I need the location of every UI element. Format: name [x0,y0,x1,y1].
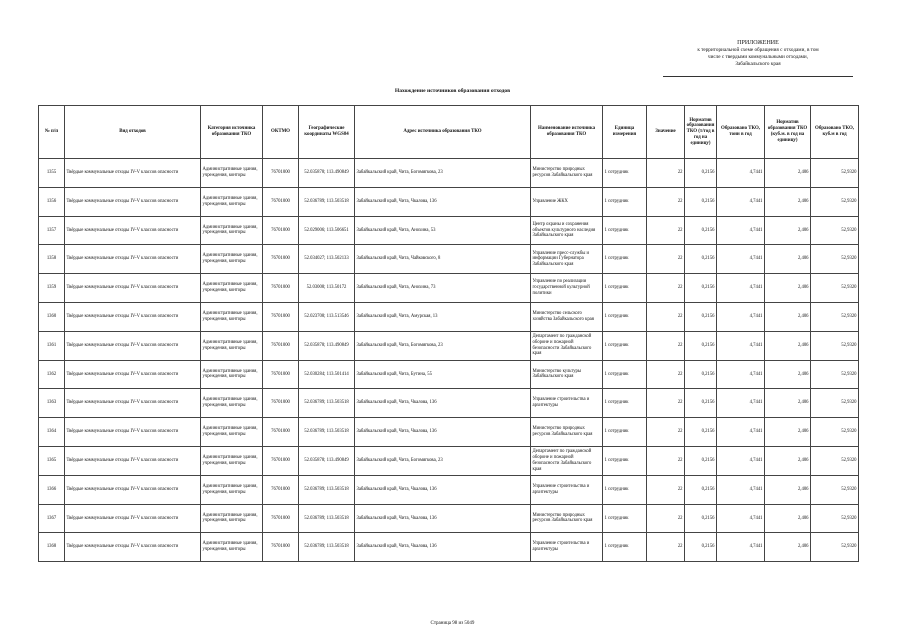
cell-cat: Административные здания, учреждения, конторы [201,504,263,533]
cell-n: 1358 [39,245,65,274]
cell-waste: Твёрдые коммунальные отходы IV-V классов опасности [65,533,201,562]
cell-coords: 52.035878; 113.490849 [299,159,355,188]
cell-t: 4,7441 [717,302,765,331]
cell-m: 52,9320 [811,302,859,331]
cell-addr: Забайкальский край, Чита, Чкалова, 136 [355,418,531,447]
cell-addr: Забайкальский край, Чита, Богомягкова, 23 [355,159,531,188]
cell-t: 4,7441 [717,245,765,274]
cell-norm_t: 0,2156 [685,475,717,504]
cell-n: 1357 [39,216,65,245]
cell-m: 52,9320 [811,187,859,216]
table-row [39,302,859,331]
cell-t: 4,7441 [717,216,765,245]
cell-name: Управление строительства и архитектуры [531,475,603,504]
cell-coords: 52.03008; 113.50172 [299,274,355,303]
cell-n: 1366 [39,475,65,504]
cell-unit: 1 сотрудник [603,159,647,188]
cell-cat: Административные здания, учреждения, конторы [201,389,263,418]
cell-val: 22 [647,446,685,475]
cell-norm_t: 0,2156 [685,533,717,562]
cell-n: 1362 [39,360,65,389]
cell-m: 52,9320 [811,360,859,389]
cell-name: Управление по реализации государственной культурной политики [531,274,603,303]
cell-norm_m: 2,406 [765,245,811,274]
cell-norm_m: 2,406 [765,446,811,475]
table-row [39,389,859,418]
cell-norm_m: 2,406 [765,418,811,447]
cell-name: Министерство природных ресурсов Забайкальского края [531,159,603,188]
cell-n: 1368 [39,533,65,562]
cell-oktmo: 76701000 [263,389,299,418]
cell-coords: 52.029006; 113.506651 [299,216,355,245]
cell-coords: 52.036789; 113.503518 [299,187,355,216]
cell-norm_t: 0,2156 [685,360,717,389]
cell-addr: Забайкальский край, Чита, Чкалова, 136 [355,389,531,418]
cell-norm_m: 2,406 [765,389,811,418]
cell-t: 4,7441 [717,475,765,504]
cell-val: 22 [647,274,685,303]
cell-val: 22 [647,302,685,331]
cell-t: 4,7441 [717,360,765,389]
appendix-line-1: к территориальной схеме обращения с отходами, в том [697,47,819,53]
cell-norm_t: 0,2156 [685,446,717,475]
table-row [39,216,859,245]
cell-cat: Административные здания, учреждения, конторы [201,159,263,188]
column-header: Категория источника образования ТКО [201,106,263,159]
cell-unit: 1 сотрудник [603,504,647,533]
cell-waste: Твёрдые коммунальные отходы IV-V классов опасности [65,216,201,245]
cell-addr: Забайкальский край, Чита, Чкалова, 136 [355,187,531,216]
cell-oktmo: 76701000 [263,475,299,504]
table-row [39,360,859,389]
cell-val: 22 [647,159,685,188]
cell-val: 22 [647,504,685,533]
column-header: Значение [647,106,685,159]
cell-oktmo: 76701000 [263,216,299,245]
appendix-line-3: Забайкальского края [735,61,781,67]
cell-t: 4,7441 [717,418,765,447]
cell-val: 22 [647,533,685,562]
cell-n: 1355 [39,159,65,188]
cell-unit: 1 сотрудник [603,302,647,331]
cell-val: 22 [647,216,685,245]
cell-norm_m: 2,406 [765,187,811,216]
cell-oktmo: 76701000 [263,331,299,360]
cell-val: 22 [647,389,685,418]
cell-val: 22 [647,475,685,504]
cell-waste: Твёрдые коммунальные отходы IV-V классов опасности [65,159,201,188]
document-title: Нахождение источников образования отходов [394,88,511,94]
cell-norm_t: 0,2156 [685,418,717,447]
page-number: Страница 98 из 5049 [430,621,475,626]
cell-n: 1360 [39,302,65,331]
appendix-line-2: числе с твердыми коммунальными отходами, [707,54,808,60]
cell-cat: Административные здания, учреждения, конторы [201,216,263,245]
cell-m: 52,9320 [811,533,859,562]
waste-sources-table [38,105,859,562]
cell-n: 1363 [39,389,65,418]
cell-norm_t: 0,2156 [685,274,717,303]
cell-n: 1361 [39,331,65,360]
table-row [39,331,859,360]
cell-name: Министерство сельского хозяйства Забайкальского края [531,302,603,331]
cell-t: 4,7441 [717,389,765,418]
cell-name: Управление пресс-службы и информации Губернатора Забайкальского края [531,245,603,274]
column-header: Единица измерения [603,106,647,159]
cell-cat: Административные здания, учреждения, конторы [201,274,263,303]
cell-waste: Твёрдые коммунальные отходы IV-V классов опасности [65,389,201,418]
cell-oktmo: 76701000 [263,302,299,331]
cell-n: 1365 [39,446,65,475]
cell-name: Министерство природных ресурсов Забайкальского края [531,504,603,533]
cell-n: 1356 [39,187,65,216]
cell-norm_t: 0,2156 [685,187,717,216]
cell-unit: 1 сотрудник [603,389,647,418]
table-header-row [39,106,859,159]
cell-cat: Административные здания, учреждения, конторы [201,533,263,562]
cell-oktmo: 76701000 [263,274,299,303]
cell-val: 22 [647,360,685,389]
cell-unit: 1 сотрудник [603,360,647,389]
cell-coords: 52.023708; 113.513546 [299,302,355,331]
cell-oktmo: 76701000 [263,187,299,216]
column-header: Адрес источника образования ТКО [355,106,531,159]
cell-oktmo: 76701000 [263,360,299,389]
cell-cat: Административные здания, учреждения, конторы [201,187,263,216]
cell-unit: 1 сотрудник [603,274,647,303]
cell-val: 22 [647,418,685,447]
cell-name: Управление строительства и архитектуры [531,389,603,418]
cell-name: Центр охраны и сохранения объектов культурного наследия Забайкальского края [531,216,603,245]
cell-m: 52,9320 [811,274,859,303]
cell-unit: 1 сотрудник [603,187,647,216]
header-divider [663,76,853,77]
column-header: Норматив образования ТКО (т/год в год на единицу) [685,106,717,159]
column-header: ОКТМО [263,106,299,159]
table-row [39,159,859,188]
appendix-header [663,40,853,77]
table-row [39,274,859,303]
cell-waste: Твёрдые коммунальные отходы IV-V классов опасности [65,446,201,475]
cell-name: Департамент по гражданской обороне и пожарной безопасности Забайкальского края [531,331,603,360]
cell-addr: Забайкальский край, Чита, Амурская, 13 [355,302,531,331]
cell-norm_m: 2,406 [765,274,811,303]
cell-n: 1359 [39,274,65,303]
cell-coords: 52.030284; 113.501414 [299,360,355,389]
cell-oktmo: 76701000 [263,159,299,188]
cell-name: Управление строительства и архитектуры [531,533,603,562]
cell-t: 4,7441 [717,331,765,360]
cell-unit: 1 сотрудник [603,216,647,245]
cell-unit: 1 сотрудник [603,475,647,504]
cell-val: 22 [647,331,685,360]
cell-t: 4,7441 [717,274,765,303]
cell-oktmo: 76701000 [263,245,299,274]
column-header: № п/п [39,106,65,159]
cell-oktmo: 76701000 [263,504,299,533]
appendix-title: ПРИЛОЖЕНИЕ [737,40,779,46]
cell-norm_m: 2,406 [765,216,811,245]
cell-name: Управление ЖКХ [531,187,603,216]
cell-addr: Забайкальский край, Чита, Анохина, 73 [355,274,531,303]
cell-t: 4,7441 [717,533,765,562]
cell-m: 52,9320 [811,331,859,360]
cell-unit: 1 сотрудник [603,331,647,360]
cell-name: Департамент по гражданской обороне и пожарной безопасности Забайкальского края [531,446,603,475]
cell-norm_t: 0,2156 [685,216,717,245]
cell-unit: 1 сотрудник [603,533,647,562]
table-row [39,245,859,274]
table-row [39,504,859,533]
cell-unit: 1 сотрудник [603,245,647,274]
cell-n: 1367 [39,504,65,533]
cell-name: Министерство культуры Забайкальского края [531,360,603,389]
cell-m: 52,9320 [811,504,859,533]
cell-val: 22 [647,187,685,216]
cell-oktmo: 76701000 [263,533,299,562]
cell-cat: Административные здания, учреждения, конторы [201,475,263,504]
cell-m: 52,9320 [811,159,859,188]
cell-unit: 1 сотрудник [603,446,647,475]
cell-oktmo: 76701000 [263,418,299,447]
cell-cat: Административные здания, учреждения, конторы [201,418,263,447]
cell-coords: 52.036789; 113.503518 [299,533,355,562]
cell-m: 52,9320 [811,389,859,418]
column-header: Образовано ТКО, куб.м в год [811,106,859,159]
cell-waste: Твёрдые коммунальные отходы IV-V классов опасности [65,360,201,389]
cell-addr: Забайкальский край, Чита, Чкалова, 136 [355,475,531,504]
cell-waste: Твёрдые коммунальные отходы IV-V классов опасности [65,245,201,274]
column-header: Наименование источника образования ТКО [531,106,603,159]
cell-oktmo: 76701000 [263,446,299,475]
cell-norm_t: 0,2156 [685,389,717,418]
cell-addr: Забайкальский край, Чита, Анохина, 53 [355,216,531,245]
cell-coords: 52.035878; 113.490849 [299,331,355,360]
cell-coords: 52.035878; 113.490849 [299,446,355,475]
cell-coords: 52.034027; 113.502133 [299,245,355,274]
cell-addr: Забайкальский край, Чита, Чкалова, 136 [355,504,531,533]
cell-addr: Забайкальский край, Чита, Богомягкова, 23 [355,331,531,360]
cell-waste: Твёрдые коммунальные отходы IV-V классов опасности [65,331,201,360]
cell-waste: Твёрдые коммунальные отходы IV-V классов опасности [65,504,201,533]
cell-norm_t: 0,2156 [685,504,717,533]
cell-n: 1364 [39,418,65,447]
cell-unit: 1 сотрудник [603,418,647,447]
cell-norm_m: 2,406 [765,331,811,360]
cell-addr: Забайкальский край, Чита, Бутина, 55 [355,360,531,389]
cell-addr: Забайкальский край, Чита, Чайковского, 8 [355,245,531,274]
cell-m: 52,9320 [811,475,859,504]
cell-name: Министерство природных ресурсов Забайкальского края [531,418,603,447]
cell-waste: Твёрдые коммунальные отходы IV-V классов опасности [65,302,201,331]
cell-waste: Твёрдые коммунальные отходы IV-V классов опасности [65,418,201,447]
table-row [39,475,859,504]
column-header: Географические координаты WGS84 [299,106,355,159]
table-row [39,446,859,475]
cell-norm_m: 2,406 [765,504,811,533]
cell-m: 52,9320 [811,245,859,274]
cell-norm_m: 2,406 [765,360,811,389]
cell-norm_m: 2,406 [765,159,811,188]
cell-cat: Административные здания, учреждения, конторы [201,331,263,360]
cell-coords: 52.036789; 113.503518 [299,418,355,447]
cell-norm_t: 0,2156 [685,159,717,188]
cell-cat: Административные здания, учреждения, конторы [201,245,263,274]
cell-m: 52,9320 [811,446,859,475]
table-row [39,533,859,562]
column-header: Норматив образования ТКО (куб.м. в год на единицу) [765,106,811,159]
cell-m: 52,9320 [811,216,859,245]
cell-waste: Твёрдые коммунальные отходы IV-V классов опасности [65,475,201,504]
column-header: Образовано ТКО, тонн в год [717,106,765,159]
cell-norm_t: 0,2156 [685,331,717,360]
cell-t: 4,7441 [717,504,765,533]
cell-waste: Твёрдые коммунальные отходы IV-V классов опасности [65,274,201,303]
cell-addr: Забайкальский край, Чита, Богомягкова, 23 [355,446,531,475]
cell-coords: 52.036789; 113.503518 [299,389,355,418]
cell-m: 52,9320 [811,418,859,447]
cell-norm_t: 0,2156 [685,302,717,331]
cell-t: 4,7441 [717,446,765,475]
cell-norm_m: 2,406 [765,302,811,331]
column-header: Вид отходов [65,106,201,159]
table-body [39,159,859,562]
cell-t: 4,7441 [717,159,765,188]
cell-val: 22 [647,245,685,274]
cell-addr: Забайкальский край, Чита, Чкалова, 136 [355,533,531,562]
cell-cat: Административные здания, учреждения, конторы [201,302,263,331]
cell-cat: Административные здания, учреждения, конторы [201,360,263,389]
cell-norm_m: 2,406 [765,475,811,504]
table-row [39,418,859,447]
cell-coords: 52.036789; 113.503518 [299,475,355,504]
table-row [39,187,859,216]
cell-norm_m: 2,406 [765,533,811,562]
cell-t: 4,7441 [717,187,765,216]
cell-waste: Твёрдые коммунальные отходы IV-V классов опасности [65,187,201,216]
cell-norm_t: 0,2156 [685,245,717,274]
cell-coords: 52.036789; 113.503518 [299,504,355,533]
cell-cat: Административные здания, учреждения, конторы [201,446,263,475]
